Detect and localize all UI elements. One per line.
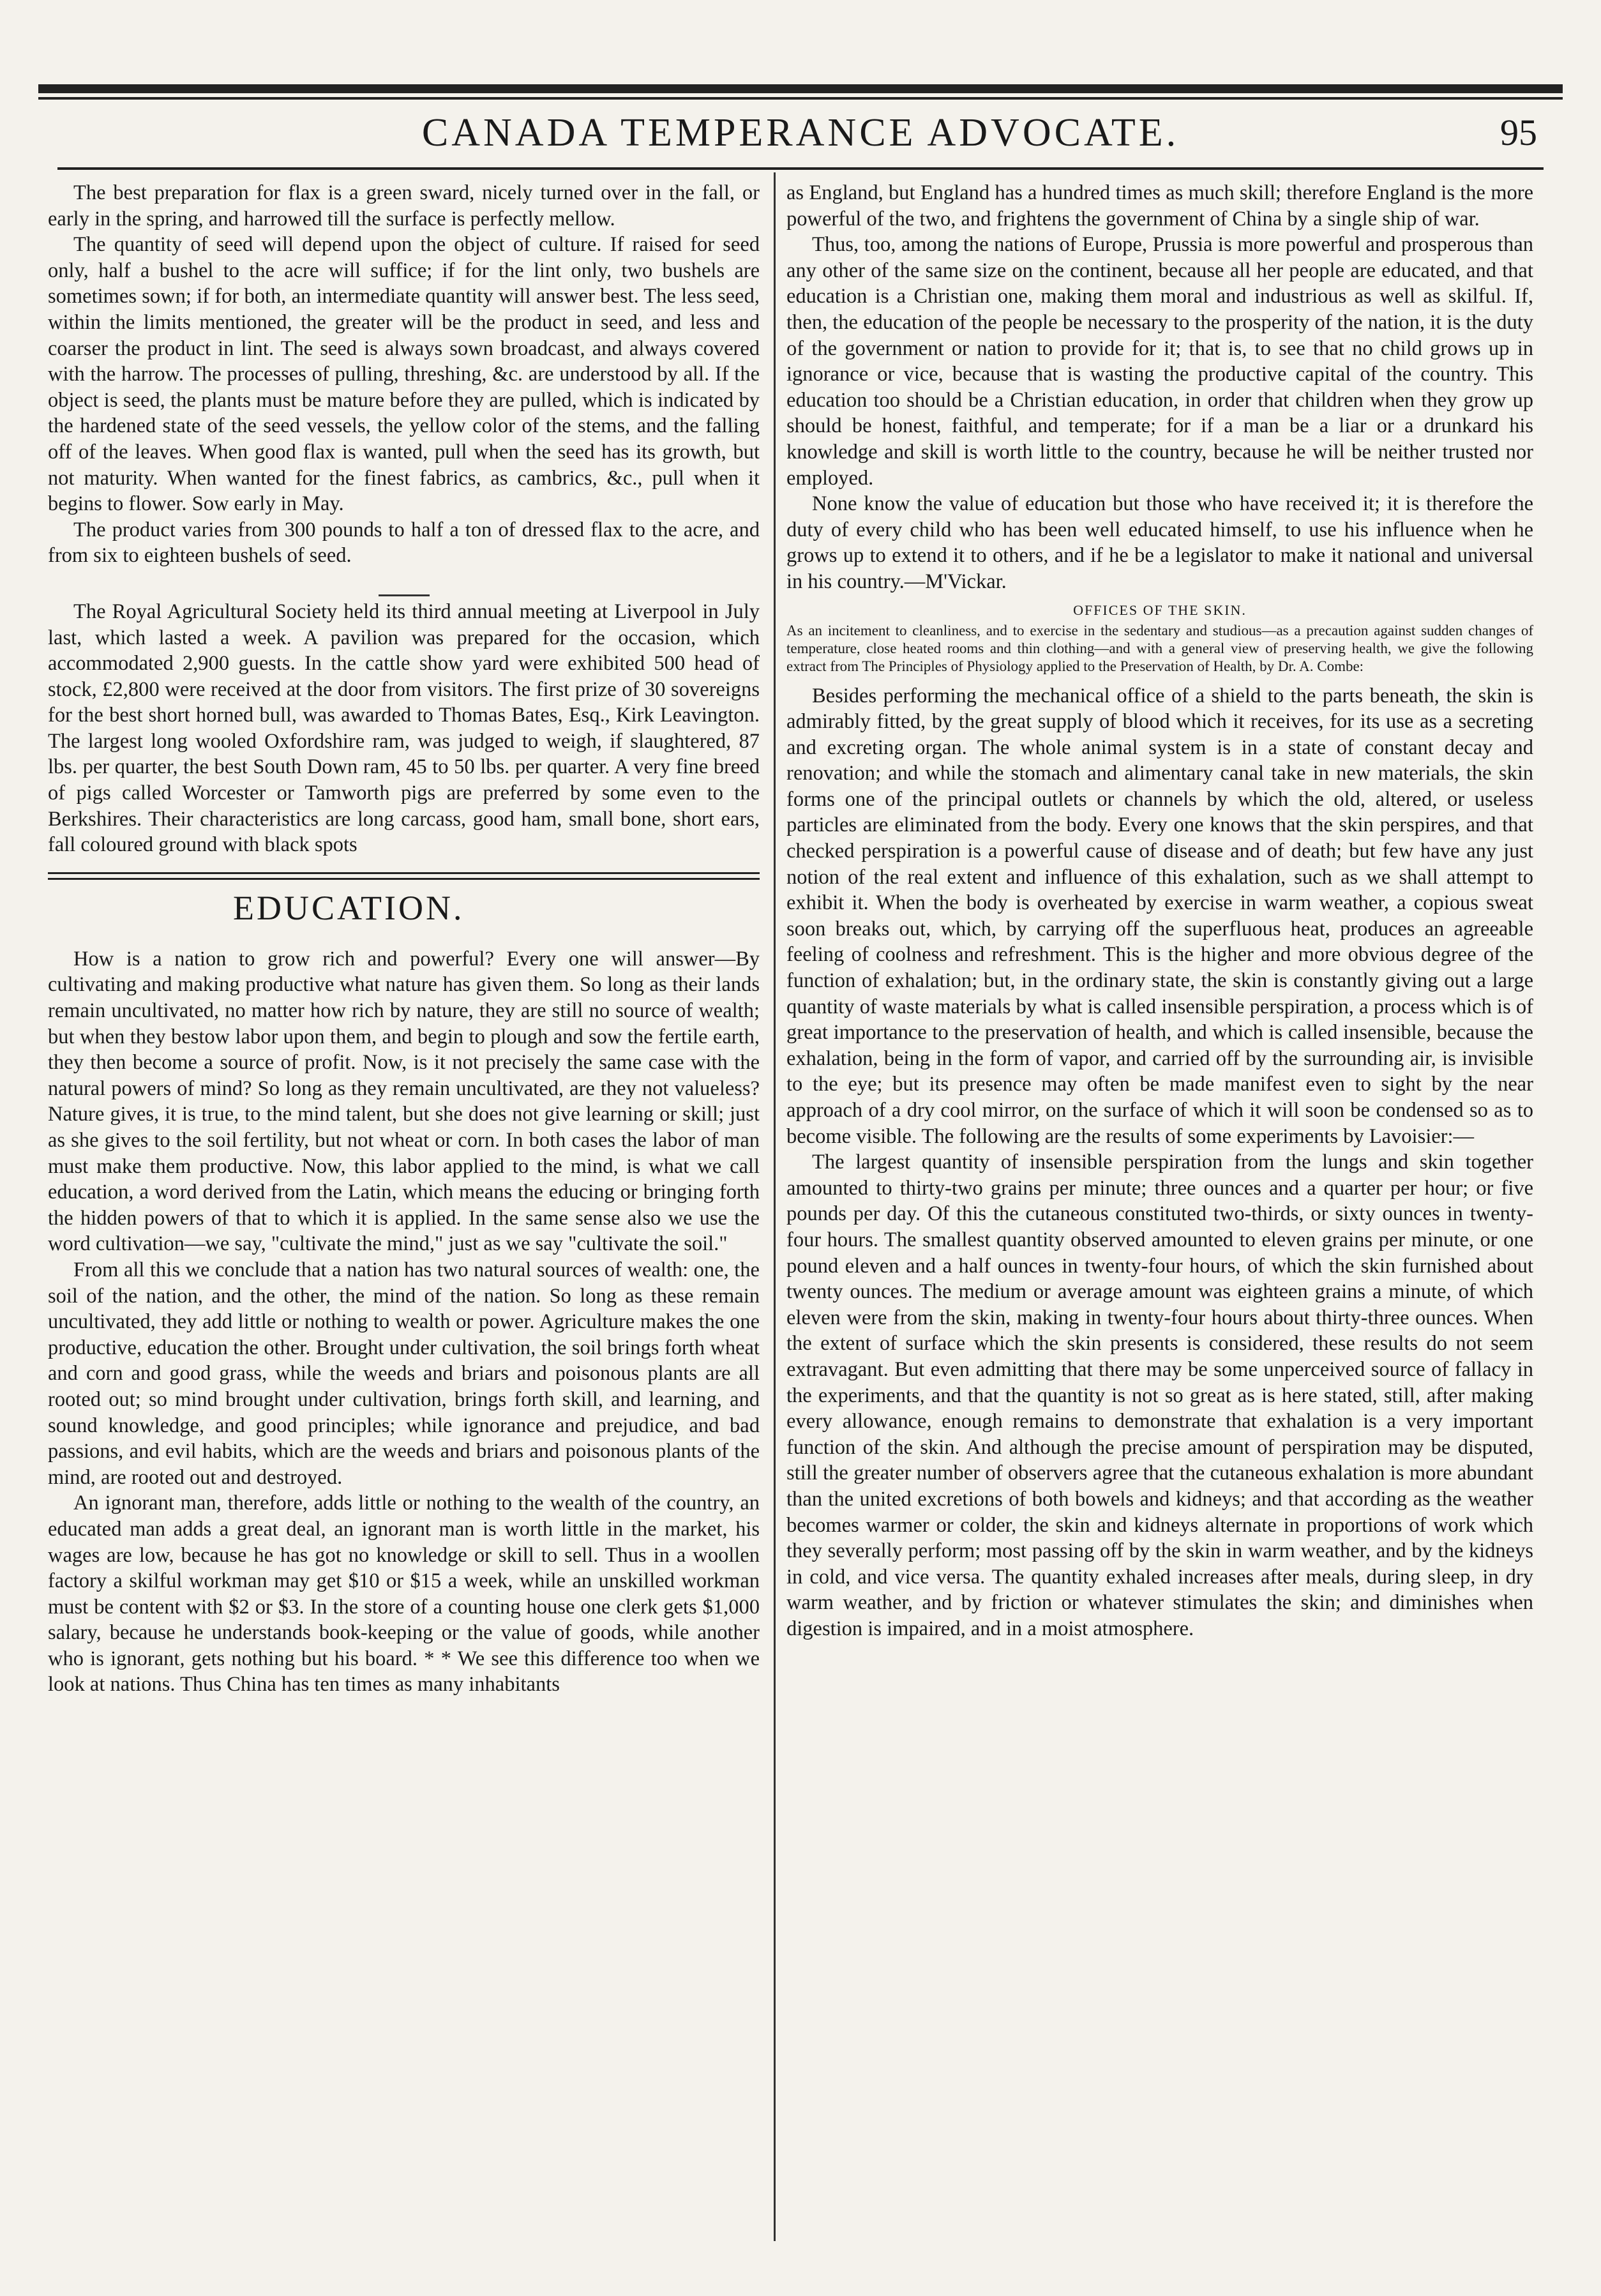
agricultural-society-paragraph: The Royal Agricultural Society held its third annual meeting at Liverpool in July last, which lasted a week. A pavilion was prepared for the occasion, which accommodated 2,900 guests. In the cattle show yard were exhibited 500 head of stock, £2,800 were received at the door from visitors. The first prize of 30 sovereigns for the best short horned bull, was awarded to Thomas Bates, Esq., Kirk Leavington. The largest long wooled Oxfordshire ram, was judged to weigh, if slaughtered, 87 lbs. per quarter, the best South Down ram, 45 to 50 lbs. per quarter. A very fine breed of pigs called Worcester or Tamworth pigs are preferred by some even to the Berkshires. Their characteristics are long carcass, good ham, small bone, short ears, fall coloured ground with black spots bbox=[48, 600, 760, 857]
flax-product-paragraph: The product varies from 300 pounds to half a ton of dressed flax to the acre, and from six to eighteen bushels of seed. bbox=[48, 518, 760, 568]
section-heading-education: EDUCATION. bbox=[233, 888, 465, 927]
education-paragraph-1: How is a nation to grow rich and powerful? Every one will answer—By cultivating and making productive what nature has given them. So long as their lands remain uncultivated, no matter how rich by nature, they are still no source of wealth; but when they bestow labor upon them, and begin to plough and sow the fertile earth, they then become a source of profit. Now, is it not precisely the same case with the natural powers of mind? So long as they remain uncultivated, are they not valueless? Nature gives, it is true, to the mind talent, but she does not give learning or skill; just as she gives to the soil fertility, but not wheat or corn. In both cases the labor of man must make them productive. Now, this labor applied to the mind, is what we call education, a word derived from the Latin, which means the educing or bringing forth the hidden powers of that to which it is applied. In the same sense also we use the word cultivation—we say, "cultivate the mind," just as we say "cultivate the soil." bbox=[48, 947, 760, 1256]
section-divider bbox=[48, 872, 760, 880]
prussia-paragraph: Thus, too, among the nations of Europe, Prussia is more powerful and prosperous than any other of the same size on the continent, because all her people are educated, and that education is a Christian one, making them moral and industrious as well as skilful. If, then, the education of the people be necessary to the prosperity of the nation, it is the duty of the government or nation to provide for it; that is, to see that no child grows up in ignorance or vice, because that is wasting the productive capital of the country. This education too should be a Christian education, in order that children when they grow up should be honest, faithful, and temperate; for if a man be a liar or a drunkard his knowledge and skill is worth little to the country, because he will be neither trusted nor employed. bbox=[786, 233, 1533, 490]
skin-paragraph-2: The largest quantity of insensible perspiration from the lungs and skin together amounted to thirty-two grains per minute; three ounces and a quarter per hour; or five pounds per day. Of this the cutaneous constituted two-thirds, or sixty ounces in twenty-four hours. The smallest quantity observed amounted to eleven grains per minute, or one pound eleven and a half ounces in twenty-four hours, of which the skin furnished about twenty ounces. The medium or average amount was eighteen grains a minute, of which eleven were from the skin, making in twenty-four hours about thirty-three ounces. When the extent of surface which the skin presents is considered, these results do not seem extravagant. But even admitting that there may be some unperceived source of fallacy in the experiments, and that the quantity is not so great as is here stated, still, after making every allowance, enough remains to demonstrate that exhalation is a very important function of the skin. And although the precise amount of perspiration may be disputed, still the greater number of observers agree that the cutaneous exhalation is more abundant than the united excretions of both bowels and kidneys; and that according as the weather becomes warmer or colder, the skin and kidneys alternate in proportions of work which they severally perform; most passing off by the skin in warm weather, and by the kidneys in cold, and vice versa. The quantity exhaled increases after meals, during sleep, in dry warm weather, and by friction or whatever stimulates the skin; and diminishes when digestion is impaired, and in a moist atmosphere. bbox=[786, 1151, 1533, 1640]
header-rule bbox=[57, 167, 1544, 170]
page-number: 95 bbox=[1500, 112, 1537, 153]
column-divider bbox=[774, 172, 776, 2241]
skin-paragraph-1: Besides performing the mechanical office of a shield to the parts beneath, the skin is admirably fitted, by the great supply of blood which it receives, for its use as a secreting and excreting organ. The whole animal system is in a state of constant decay and renovation; and while the stomach and alimentary canal take in new materials, the skin forms one of the principal outlets or channels by which the old, altered, or useless particles are eliminated from the body. Every one knows that the skin perspires, and that checked perspiration is a powerful cause of disease and of death; but few have any just notion of the real extent and influence of this exhalation, such as we shall attempt to exhibit it. When the body is overheated by exercise in warm weather, a copious sweat soon breaks out, which, by carrying off the superfluous heat, produces an agreeable feeling of coolness and refreshment. This is the higher and more obvious degree of the function of exhalation; but, in the ordinary state, the skin is constantly giving out a large quantity of waste materials by what is called insensible perspiration, a process which is of great importance to the preservation of health, and which is called insensible, because the exhalation, being in the form of vapor, and carried off by the surrounding air, is invisible to the eye; but its presence may often be made manifest even to sight by the near approach of a dry cool mirror, on the surface of which it will soon be condensed so as to become visible. The following are the results of some experiments by Lavoisier:— bbox=[786, 684, 1533, 1148]
masthead bbox=[38, 107, 1563, 158]
top-thin-rule bbox=[38, 97, 1563, 100]
education-continued-paragraph: as England, but England has a hundred times as much skill; therefore England is the more powerful of the two, and frightens the government of China by a single ship of war. bbox=[786, 181, 1533, 230]
education-paragraph-2: From all this we conclude that a nation has two natural sources of wealth: one, the soil of the nation, and the other, the mind of the nation. So long as these remain uncultivated, they add little or nothing to wealth or power. Agriculture makes the one productive, education the other. Brought under cultivation, the soil brings forth wheat and corn and good grass, while the weeds and briars and poisonous plants are all rooted out; so mind brought under cultivation, brings forth skill, and learning, and sound knowledge, and good principles; while ignorance and prejudice, and bad passions, and evil habits, which are the weeds and briars and poisonous plants of the mind, are rooted out and destroyed. bbox=[48, 1258, 760, 1489]
skin-intro-note bbox=[786, 622, 1533, 676]
value-of-education-paragraph: None know the value of education but those who have received it; it is therefore the duty of every child who has been well educated himself, to use his influence when he grows up to extend it to others, and if he be a legislator to make it national and universal in his country.—M'Vickar. bbox=[786, 492, 1533, 593]
left-column bbox=[48, 180, 760, 1698]
education-paragraph-3: An ignorant man, therefore, adds little or nothing to the wealth of the country, an educated man adds a great deal, an ignorant man is worth little in the market, his wages are low, because he has got no knowledge or skill to sell. Thus in a woollen factory a skilful workman may get $10 or $15 a week, while an unskilled workman must be content with $2 or $3. In the store of a counting house one clerk gets $1,000 salary, because he understands book-keeping or the value of goods, while another who is ignorant, gets nothing but his board. * * We see this difference too when we look at nations. Thus China has ten times as many inhabitants bbox=[48, 1492, 760, 1696]
spacer bbox=[48, 569, 760, 594]
flax-seed-paragraph: The quantity of seed will depend upon the object of culture. If raised for seed only, half a bushel to the acre will suffice; if for the lint only, two bushels are sometimes sown; if for both, an intermediate quantity will answer best. The less seed, within the limits mentioned, the greater will be the product in seed, and less and coarser the product in lint. The seed is always sown broadcast, and always covered with the harrow. The processes of pulling, threshing, &c. are understood by all. If the object is seed, the plants must be mature before they are pulled, which is indicated by the hardened state of the seed vessels, the yellow color of the stems, and the falling off of the leaves. When good flax is wanted, pull when the seed has its growth, but not maturity. When wanted for the finest fabrics, as cambrics, &c., pull when it begins to flower. Sow early in May. bbox=[48, 233, 760, 516]
publication-title: CANADA TEMPERANCE ADVOCATE. bbox=[421, 111, 1180, 155]
top-decorative-rule bbox=[38, 84, 1563, 93]
short-divider bbox=[379, 594, 430, 596]
flax-preparation-paragraph: The best preparation for flax is a green sward, nicely turned over in the fall, or early in the spring, and harrowed till the surface is perfectly mellow. bbox=[48, 181, 760, 230]
section-heading-skin: OFFICES OF THE SKIN. bbox=[1073, 601, 1247, 618]
skin-intro-text: As an incitement to cleanliness, and to exercise in the sedentary and studious—as a precaution against sudden changes of temperature, close heated rooms and thin clothing—and with a general view of preserving health, we give the following extract from The Principles of Physiology applied to the Preservation of Health, by Dr. A. Combe: bbox=[786, 622, 1533, 674]
right-column bbox=[786, 180, 1533, 1642]
